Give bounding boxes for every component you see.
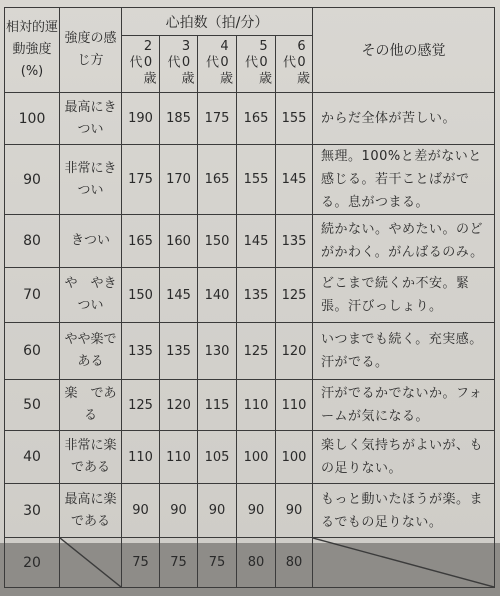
hr-cell: 135 [122,323,160,380]
intensity-cell: 50 [5,380,60,431]
other-sensation-cell: 楽しく気持ちがよいが、もの足りない。 [313,431,495,484]
header-age: 50歳代 [237,36,276,93]
intensity-cell: 60 [5,323,60,380]
hr-cell: 135 [237,268,276,323]
hr-cell: 125 [276,268,313,323]
hr-cell: 155 [237,145,276,215]
table-row [5,484,495,538]
hr-cell: 110 [276,380,313,431]
feeling-cell: やや楽である [60,323,122,380]
hr-cell: 75 [160,538,198,588]
feeling-cell: 最高にきつい [60,93,122,145]
other-sensation-cell: 汗がでるかでないか。フォームが気になる。 [313,380,495,431]
header-heart-rate: 心拍数（拍/分） [122,8,313,36]
hr-cell: 90 [160,484,198,538]
intensity-cell: 100 [5,93,60,145]
feeling-cell: 非常に楽である [60,431,122,484]
other-sensation-cell: 続かない。やめたい。のどがかわく。がんばるのみ。 [313,215,495,268]
hr-cell: 90 [198,484,237,538]
hr-cell: 165 [122,215,160,268]
header-age: 60歳代 [276,36,313,93]
hr-cell: 75 [122,538,160,588]
hr-cell: 145 [160,268,198,323]
feeling-cell: きつい [60,215,122,268]
hr-cell: 105 [198,431,237,484]
hr-cell: 90 [122,484,160,538]
header-age: 40歳代 [198,36,237,93]
header-relative-intensity: 相対的運動強度(%) [5,8,60,93]
table-row [5,145,495,215]
hr-cell: 120 [276,323,313,380]
hr-cell: 110 [237,380,276,431]
hr-cell: 90 [276,484,313,538]
header-feeling: 強度の感じ方 [60,8,122,93]
hr-cell: 170 [160,145,198,215]
hr-cell: 125 [122,380,160,431]
hr-cell: 110 [160,431,198,484]
hr-cell: 135 [160,323,198,380]
hr-cell: 115 [198,380,237,431]
intensity-cell: 20 [5,538,60,588]
hr-cell: 80 [237,538,276,588]
other-sensation-cell-empty [313,538,495,588]
diagonal-line [60,538,121,587]
other-sensation-cell: どこまで続くか不安。緊張。汗びっしょり。 [313,268,495,323]
table-row [5,431,495,484]
heart-rate-table [4,7,495,588]
hr-cell: 175 [198,93,237,145]
feeling-cell: や やきつい [60,268,122,323]
hr-cell: 75 [198,538,237,588]
hr-cell: 130 [198,323,237,380]
hr-cell: 125 [237,323,276,380]
hr-cell: 150 [122,268,160,323]
hr-cell: 100 [237,431,276,484]
header-other-sensations: その他の感覚 [313,8,495,93]
other-sensation-cell: 無理。100%と差がないと感じる。若干ことばがでる。息がつまる。 [313,145,495,215]
header-row-1 [5,8,495,36]
intensity-cell: 30 [5,484,60,538]
hr-cell: 110 [122,431,160,484]
header-age: 30歳代 [160,36,198,93]
hr-cell: 145 [237,215,276,268]
hr-cell: 135 [276,215,313,268]
header-age: 20歳代 [122,36,160,93]
intensity-cell: 90 [5,145,60,215]
hr-cell: 165 [198,145,237,215]
table-row [5,268,495,323]
intensity-cell: 80 [5,215,60,268]
other-sensation-cell: もっと動いたほうが楽。まるでもの足りない。 [313,484,495,538]
hr-cell: 120 [160,380,198,431]
table-row [5,380,495,431]
hr-cell: 100 [276,431,313,484]
hr-cell: 80 [276,538,313,588]
other-sensation-cell: いつまでも続く。充実感。汗がでる。 [313,323,495,380]
feeling-cell: 非常にきつい [60,145,122,215]
intensity-cell: 40 [5,431,60,484]
hr-cell: 160 [160,215,198,268]
hr-cell: 140 [198,268,237,323]
hr-cell: 145 [276,145,313,215]
hr-cell: 165 [237,93,276,145]
feeling-cell: 最高に楽である [60,484,122,538]
table-row [5,93,495,145]
table-row [5,215,495,268]
feeling-cell-empty [60,538,122,588]
hr-cell: 155 [276,93,313,145]
other-sensation-cell: からだ全体が苦しい。 [313,93,495,145]
hr-cell: 190 [122,93,160,145]
feeling-cell: 楽 であ る [60,380,122,431]
intensity-cell: 70 [5,268,60,323]
table-row [5,323,495,380]
hr-cell: 185 [160,93,198,145]
diagonal-line [313,538,494,587]
hr-cell: 175 [122,145,160,215]
hr-cell: 150 [198,215,237,268]
table-row [5,538,495,588]
hr-cell: 90 [237,484,276,538]
